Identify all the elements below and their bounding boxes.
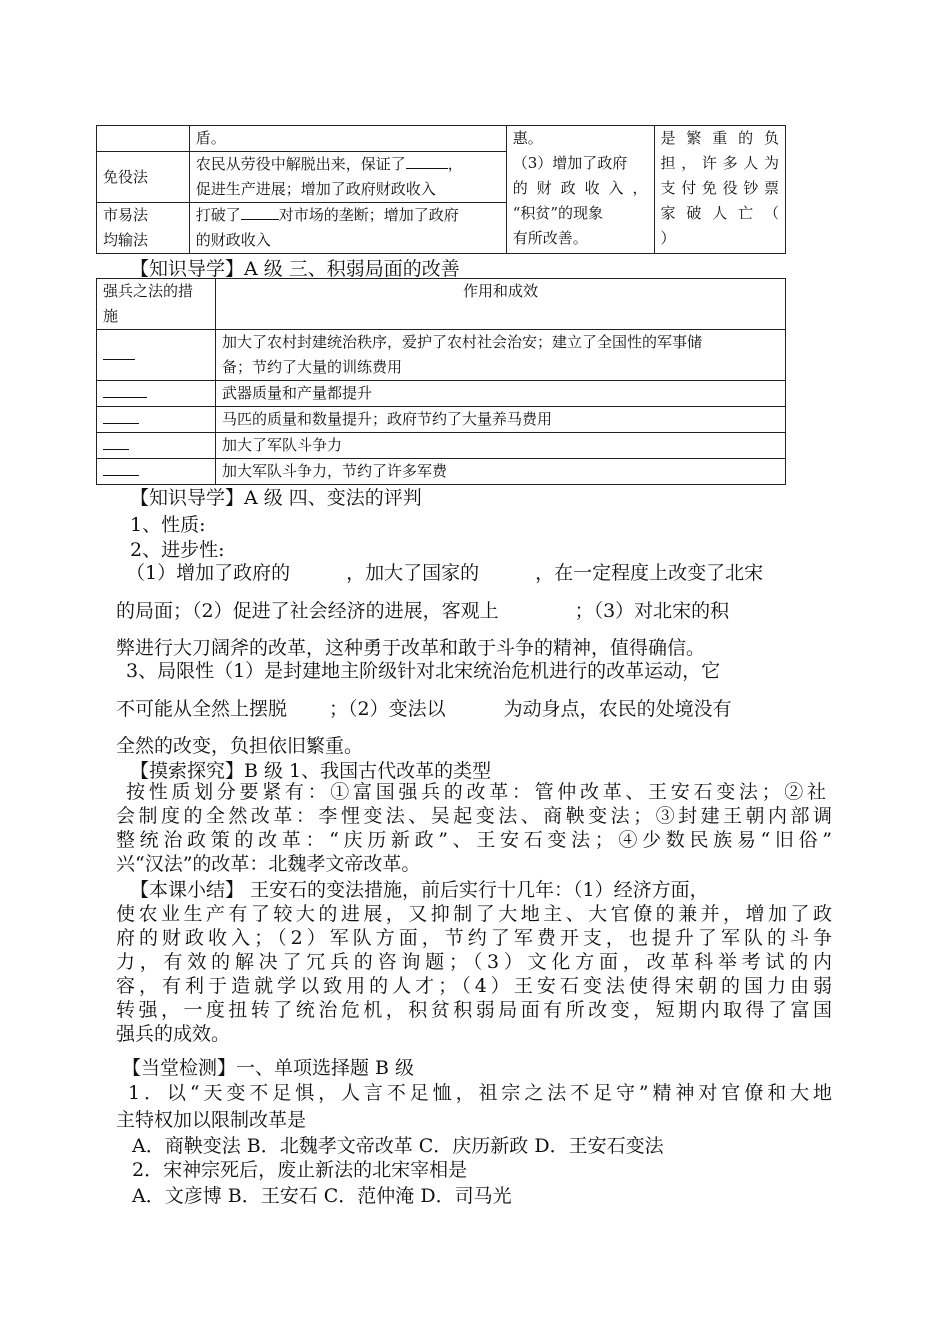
table-cell <box>189 152 506 203</box>
paragraph <box>126 780 826 804</box>
question-1 <box>128 1081 832 1105</box>
answer-options: A．商鞅变法 B．北魏孝文帝改革 C．庆历新政 D．王安石变法 <box>132 1135 664 1157</box>
table-row <box>97 381 786 407</box>
table-cell: 马匹的质量和数量提升；政府节约了大量养马费用 <box>216 407 786 433</box>
fill-blank <box>406 154 448 169</box>
cell-line: 备；节约了大量的训练费用 <box>222 358 403 376</box>
army-measures-table <box>96 278 786 485</box>
text-line: 会制度的全然改革：李悝变法、吴起变法、商鞅变法；③封建王朝内部调 <box>116 805 832 827</box>
table-cell <box>97 459 216 485</box>
cell-text: ， <box>447 155 463 173</box>
text-line <box>126 558 826 585</box>
text-line: 弊进行大刀阔斧的改革，这种勇于改革和敢于斗争的精神，值得确信。 <box>116 637 706 659</box>
cell-line: 均输法 <box>103 231 149 249</box>
cell-line: 促进生产进展；增加了政府财政收入 <box>195 180 436 198</box>
question-text: 1．以“天变不足惧，人言不足恤，祖宗之法不足守”精神对官僚和大地 <box>128 1082 832 1104</box>
text-line: 3、局限性（1）是封建地主阶级针对北宋统治危机进行的改革运动，它 <box>126 660 721 682</box>
section-title: 【知识导学】A 级 三、积弱局面的改善 <box>130 258 460 280</box>
text-line: 力，有效的解决了冗兵的咨询题；（3）文化方面，改革科举考试的内 <box>116 951 832 973</box>
text-line: 兴“汉法”的改革：北魏孝文帝改革。 <box>116 853 421 875</box>
table-cell <box>216 330 786 381</box>
header-line: 强兵之法的措 <box>103 282 194 300</box>
table-header-cell <box>97 279 216 330</box>
text-line: 转强，一度扭转了统治危机，积贫积弱局面有所改变，短期内取得了富国 <box>116 999 832 1021</box>
table-cell <box>97 126 190 152</box>
text-line: 1、性质: <box>130 514 206 536</box>
fill-blank <box>103 461 139 476</box>
fill-blank <box>241 205 279 220</box>
cell-line: 市易法 <box>103 206 149 224</box>
fill-blank <box>103 345 135 360</box>
answer-options: A．文彦博 B．王安石 C．范仲淹 D．司马光 <box>132 1185 512 1207</box>
table-cell: 武器质量和产量都提升 <box>216 381 786 407</box>
table-row <box>97 433 786 459</box>
section-title: 【当堂检测】一、单项选择题 B 级 <box>122 1057 415 1079</box>
table-row <box>97 330 786 381</box>
text-line: 使农业生产有了较大的进展，又抑制了大地主、大官僚的兼并，增加了政 <box>116 903 832 925</box>
table-header-cell: 作用和成效 <box>216 279 786 330</box>
text-line: 府的财政收入；（2）军队方面，节约了军费开支，也提升了军队的斗争 <box>116 927 832 949</box>
text-span: 的局面；（2）促进了社会经济的进展，客观上 <box>116 600 499 622</box>
table-cell <box>97 407 216 433</box>
table-cell <box>97 203 190 254</box>
text-span: （1）增加了政府的 <box>126 562 291 584</box>
cell-line: 有所改善。 <box>512 229 588 247</box>
table-row <box>97 407 786 433</box>
cell-line <box>196 152 500 177</box>
table-cell <box>97 381 216 407</box>
table-cell <box>654 126 786 254</box>
text-line <box>116 596 832 623</box>
table-cell <box>97 433 216 459</box>
cell-line: 的财政收入， <box>512 179 648 197</box>
fill-blank <box>103 383 147 398</box>
table-cell <box>189 203 506 254</box>
text-line: 按性质划分要紧有：①富国强兵的改革：管仲改革、王安石变法；②社 <box>126 781 826 803</box>
cell-line: （3）增加了政府 <box>512 154 628 172</box>
cell-line <box>196 203 500 228</box>
cell-line: ） <box>660 229 676 247</box>
paragraph <box>130 878 830 902</box>
text-line: 2、进步性: <box>130 539 225 561</box>
cell-line: 家破人亡（ <box>660 204 779 222</box>
question-2: 2．宋神宗死后，废止新法的北宋宰相是 <box>132 1159 468 1181</box>
question-text: 主特权加以限制改革是 <box>116 1109 307 1131</box>
text-line <box>116 694 832 721</box>
text-span: ；（2）变法以 <box>329 698 446 720</box>
text-line: 【本课小结】 王安石的变法措施，前后实行十几年：（1）经济方面， <box>130 879 709 901</box>
text-line: 容，有利于造就学以致用的人才；（4）王安石变法使得宋朝的国力由弱 <box>116 975 832 997</box>
text-line: 全然的改变，负担依旧繁重。 <box>116 735 364 757</box>
table-cell: 加大军队斗争力，节约了许多军费 <box>216 459 786 485</box>
cell-line: 惠。 <box>512 129 543 147</box>
fill-blank <box>103 435 129 450</box>
summary-paragraph <box>116 902 832 1046</box>
cell-line: 是繁重的负 <box>660 129 779 147</box>
text-span: ；（3）对北宋的积 <box>574 600 730 622</box>
cell-text: 农民从劳役中解脱出来，保证了 <box>195 155 406 173</box>
paragraph <box>116 804 832 876</box>
cell-line: “积贫”的现象 <box>512 204 604 222</box>
cell-line: 的财政收入 <box>195 231 271 249</box>
table-cell <box>506 126 654 254</box>
text-line: 整统治政策的改革：“庆历新政”、王安石变法；④少数民族易“旧俗” <box>116 829 832 851</box>
section-title: 【摸索探究】B 级 1、我国古代改革的类型 <box>130 760 492 782</box>
table-cell: 免役法 <box>97 152 190 203</box>
fill-blank <box>103 409 139 424</box>
cell-line: 担，许多人为 <box>660 154 779 172</box>
table-cell: 加大了军队斗争力 <box>216 433 786 459</box>
cell-line: 加大了农村封建统治秩序，爱护了农村社会治安；建立了全国性的军事储 <box>222 333 703 351</box>
cell-text: 对市场的垄断；增加了政府 <box>278 206 459 224</box>
text-span: 不可能从全然上摆脱 <box>116 698 288 720</box>
cell-text: 打破了 <box>195 206 241 224</box>
table-row <box>97 459 786 485</box>
section-title: 【知识导学】A 级 四、变法的评判 <box>130 487 422 509</box>
table-cell <box>97 330 216 381</box>
header-line: 施 <box>103 307 119 325</box>
table-cell: 盾。 <box>189 126 506 152</box>
text-span: 为动身点，农民的处境没有 <box>503 698 732 720</box>
text-span: ，在一定程度上改变了北宋 <box>535 562 764 584</box>
cell-line: 支付免役钞票 <box>660 179 779 197</box>
text-line: 强兵的成效。 <box>116 1023 231 1045</box>
reform-table-continued <box>96 125 786 254</box>
text-span: ，加大了国家的 <box>346 562 480 584</box>
